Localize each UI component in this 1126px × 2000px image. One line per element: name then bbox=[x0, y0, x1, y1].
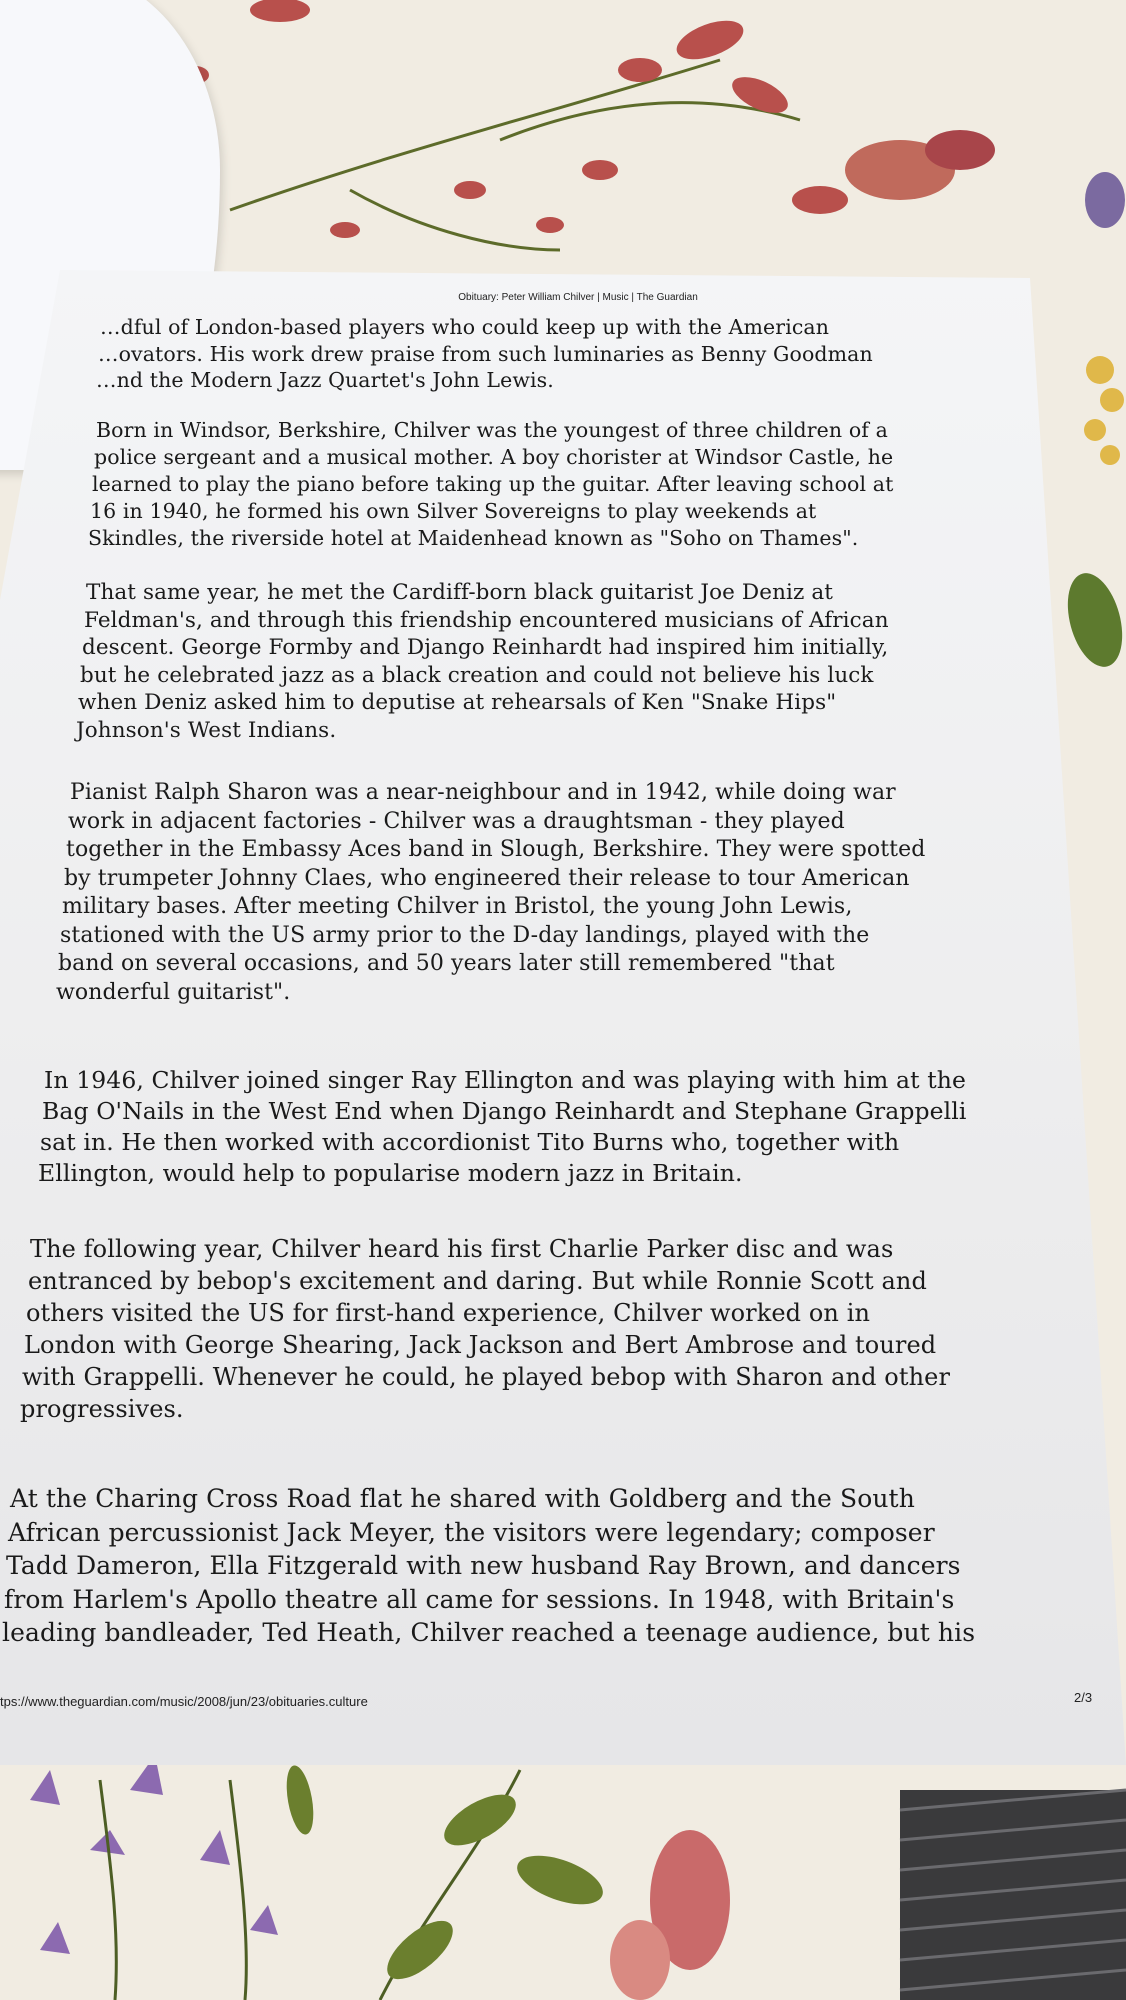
page-number: 2/3 bbox=[1074, 1690, 1093, 1705]
text-line: Tadd Dameron, Ella Fitzgerald with new husband Ray Brown, and dancers bbox=[6, 1551, 961, 1580]
text-line: by trumpeter Johnny Claes, who engineered their release to tour American bbox=[64, 865, 910, 891]
text-line: but he celebrated jazz as a black creation and could not believe his luck bbox=[80, 662, 874, 688]
text-line: Feldman's, and through this friendship encountered musicians of African bbox=[84, 607, 889, 633]
text-line: leading bandleader, Ted Heath, Chilver reached a teenage audience, but his bbox=[2, 1618, 976, 1647]
text-line: …nd the Modern Jazz Quartet's John Lewis. bbox=[96, 368, 554, 392]
text-line: wonderful guitarist". bbox=[56, 979, 291, 1005]
text-line: when Deniz asked him to deputise at rehearsals of Ken "Snake Hips" bbox=[78, 690, 837, 715]
text-line: The following year, Chilver heard his first Charlie Parker disc and was bbox=[30, 1235, 894, 1263]
page-header: Obituary: Peter William Chilver | Music | The Guardian bbox=[458, 292, 698, 303]
text-line: Johnson's West Indians. bbox=[76, 717, 337, 743]
text-line: learned to play the piano before taking up the guitar. After leaving school at bbox=[92, 472, 894, 496]
text-line: Ellington, would help to popularise modern jazz in Britain. bbox=[38, 1159, 743, 1187]
footer-url: tps://www.theguardian.com/music/2008/jun/23/obituaries.culture bbox=[0, 1694, 368, 1709]
text-line: That same year, he met the Cardiff-born black guitarist Joe Deniz at bbox=[86, 580, 834, 605]
text-line: others visited the US for first-hand experience, Chilver worked on in bbox=[26, 1299, 871, 1327]
text-line: stationed with the US army prior to the D-day landings, played with the bbox=[60, 922, 870, 948]
text-line: 16 in 1940, he formed his own Silver Sovereigns to play weekends at bbox=[90, 499, 817, 523]
text-line: Skindles, the riverside hotel at Maidenhead known as "Soho on Thames". bbox=[88, 526, 859, 550]
text-line: entranced by bebop's excitement and daring. But while Ronnie Scott and bbox=[28, 1267, 927, 1295]
text-line: …dful of London-based players who could keep up with the American bbox=[100, 315, 830, 339]
text-line: with Grappelli. Whenever he could, he played bebop with Sharon and other bbox=[22, 1363, 951, 1391]
text-line: Pianist Ralph Sharon was a near-neighbour and in 1942, while doing war bbox=[70, 780, 896, 805]
text-line: police sergeant and a musical mother. A boy chorister at Windsor Castle, he bbox=[94, 445, 894, 469]
text-line: from Harlem's Apollo theatre all came for sessions. In 1948, with Britain's bbox=[4, 1584, 955, 1614]
text-line: military bases. After meeting Chilver in Bristol, the young John Lewis, bbox=[62, 894, 853, 919]
text-line: Born in Windsor, Berkshire, Chilver was the youngest of three children of a bbox=[96, 418, 888, 442]
text-line: together in the Embassy Aces band in Slough, Berkshire. They were spotted bbox=[66, 837, 926, 862]
text-line: In 1946, Chilver joined singer Ray Ellington and was playing with him at the bbox=[44, 1066, 967, 1094]
text-line: sat in. He then worked with accordionist Tito Burns who, together with bbox=[40, 1128, 900, 1156]
text-line: progressives. bbox=[20, 1395, 184, 1423]
text-line: …ovators. His work drew praise from such luminaries as Benny Goodman bbox=[98, 341, 873, 366]
text-line: descent. George Formby and Django Reinhardt had inspired him initially, bbox=[82, 635, 889, 660]
text-line: At the Charing Cross Road flat he shared with Goldberg and the South bbox=[10, 1484, 915, 1513]
text-line: London with George Shearing, Jack Jackson and Bert Ambrose and toured bbox=[24, 1331, 937, 1359]
text-line: Bag O'Nails in the West End when Django Reinhardt and Stephane Grappelli bbox=[42, 1097, 967, 1125]
text-line: work in adjacent factories - Chilver was a draughtsman - they played bbox=[68, 808, 845, 834]
text-line: African percussionist Jack Meyer, the visitors were legendary; composer bbox=[8, 1517, 935, 1547]
text-line: band on several occasions, and 50 years later still remembered "that bbox=[58, 951, 835, 976]
